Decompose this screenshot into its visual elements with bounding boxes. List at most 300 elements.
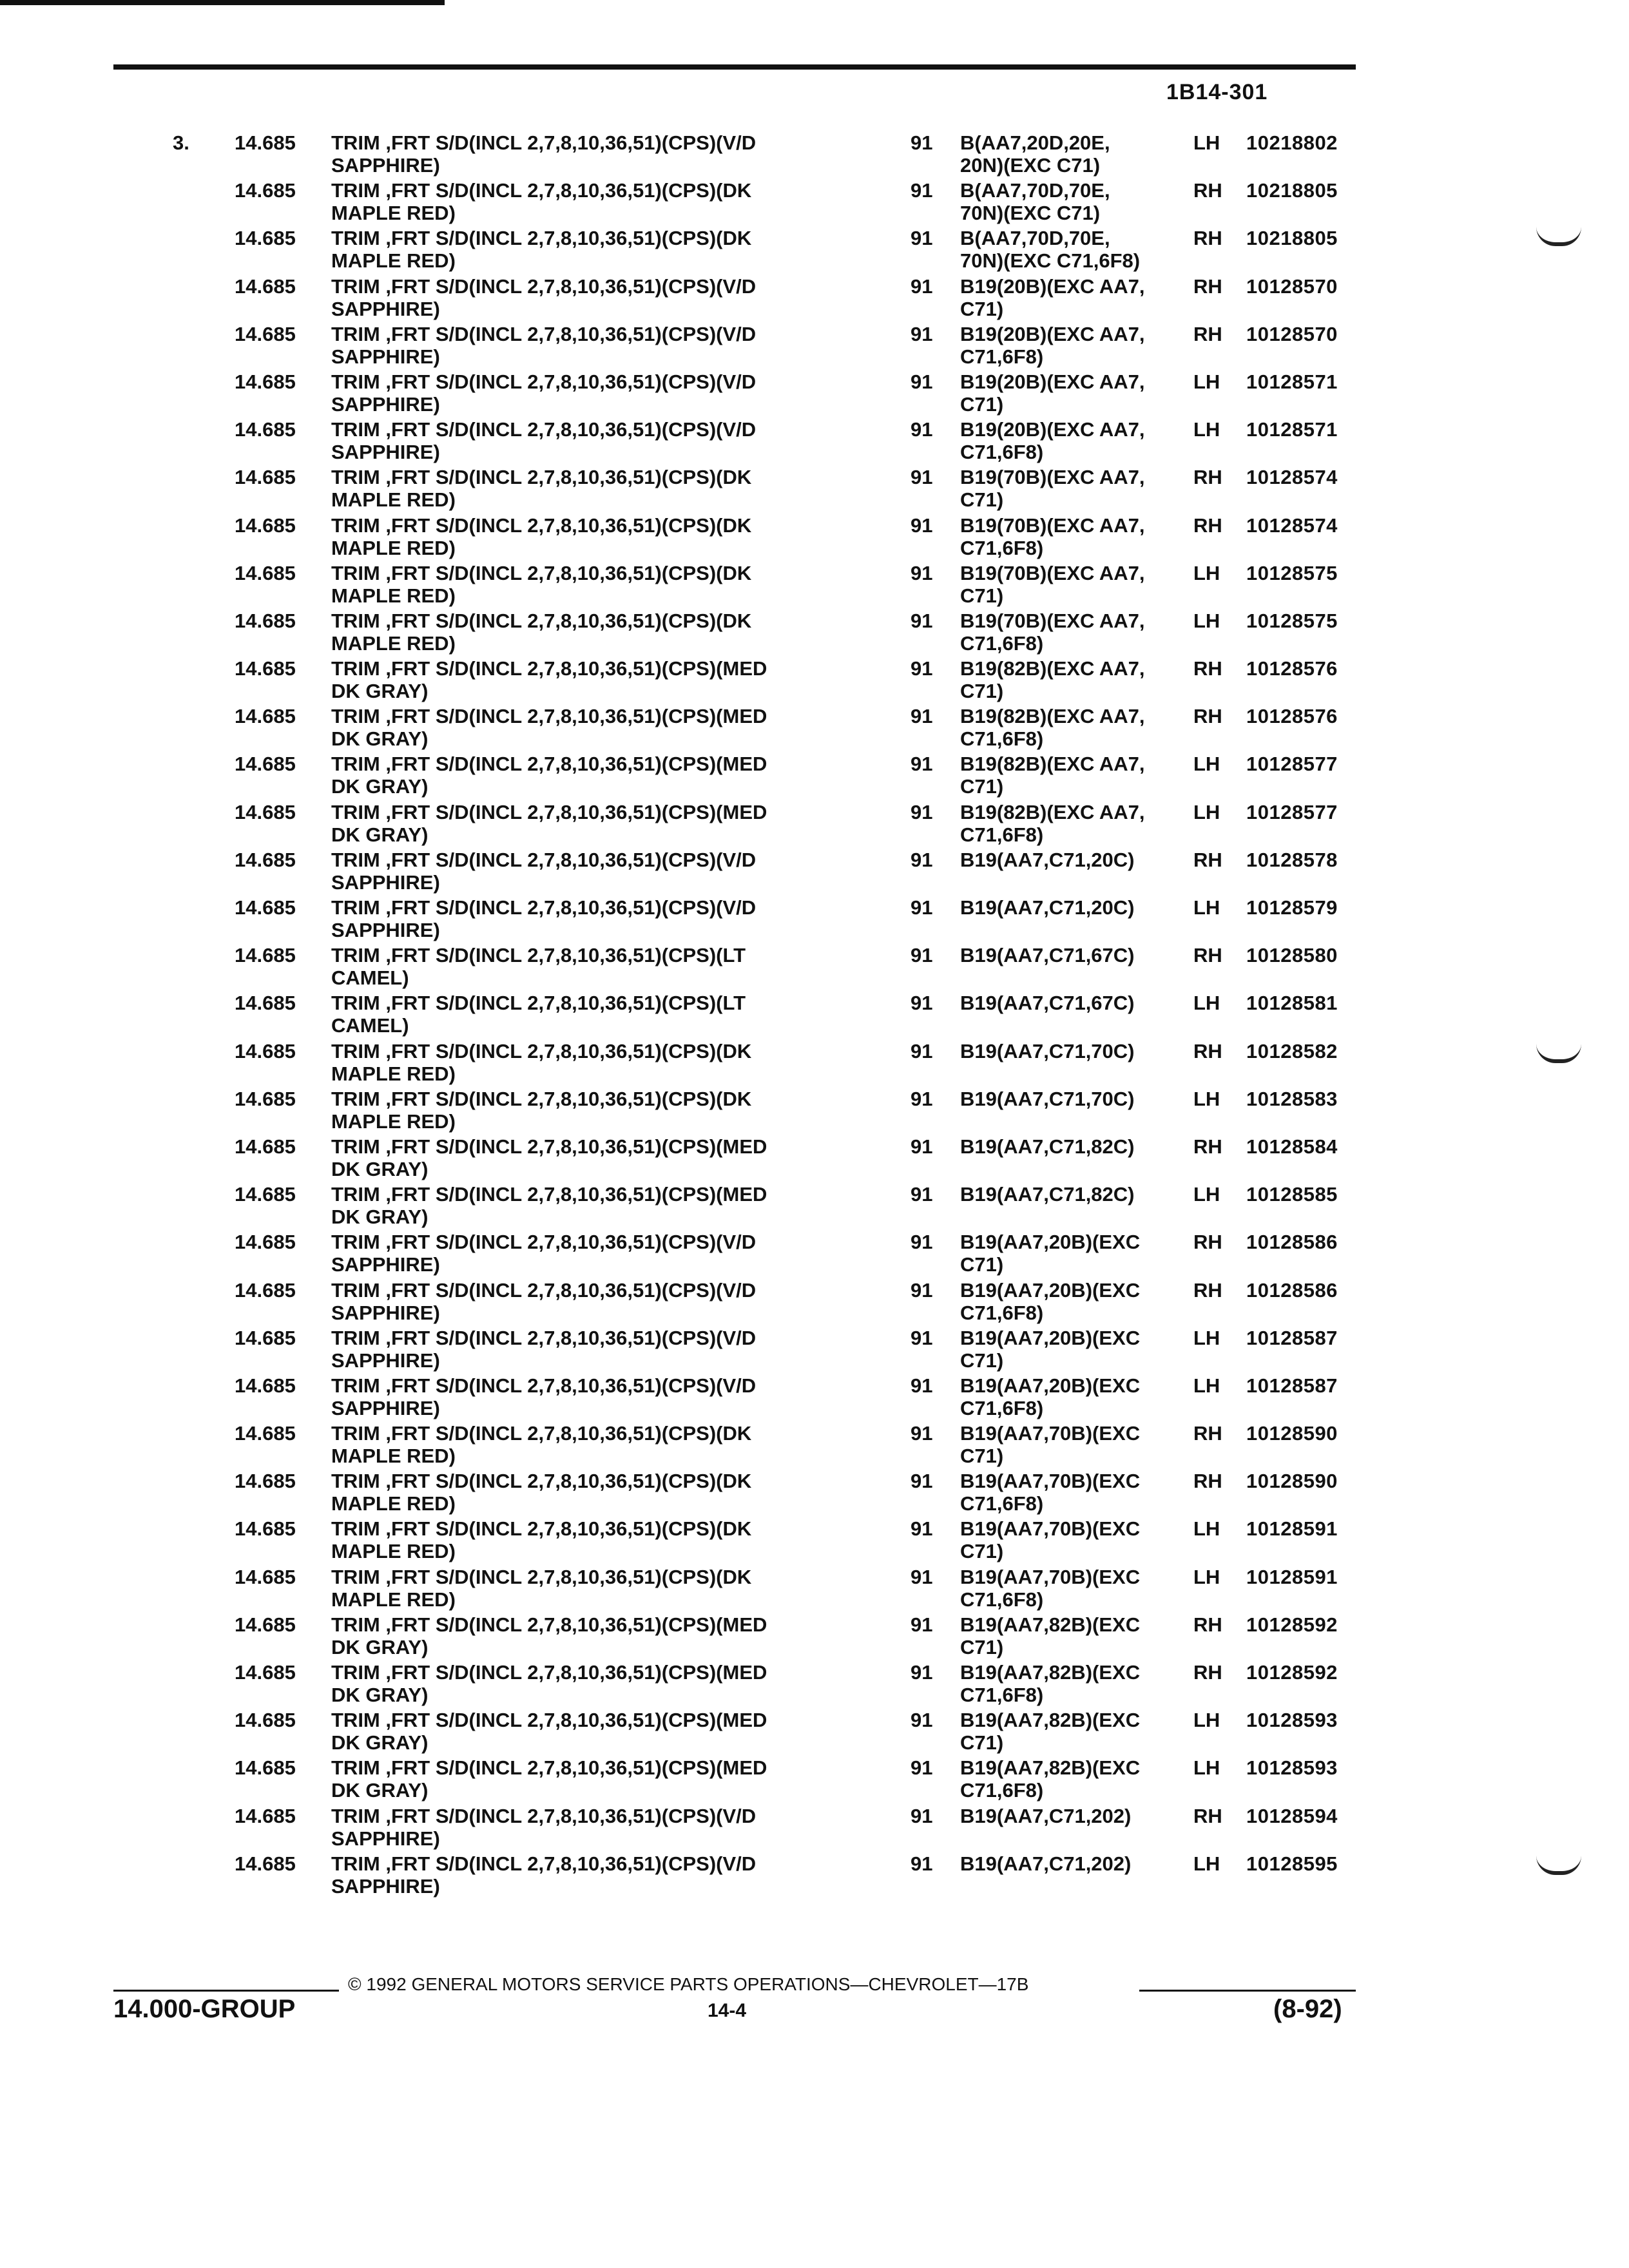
entry-side: LH [1193, 753, 1220, 776]
entry-description-line: SAPPHIRE) [331, 345, 440, 368]
entry-description-line: DK GRAY) [331, 823, 429, 846]
table-row [0, 418, 1629, 466]
entry-model-line: B19(AA7,C71,82C) [960, 1183, 1135, 1206]
entry-description-line: MAPLE RED) [331, 1540, 456, 1563]
entry-description-line: TRIM ,FRT S/D(INCL 2,7,8,10,36,51)(CPS)(MED [331, 800, 767, 823]
entry-side: LH [1193, 418, 1220, 441]
entry-description-line: TRIM ,FRT S/D(INCL 2,7,8,10,36,51)(CPS)(DK [331, 1517, 752, 1541]
entry-description-line: MAPLE RED) [331, 1588, 456, 1611]
entry-part-number: 10128595 [1246, 1852, 1338, 1875]
entry-model-line: C71) [960, 392, 1004, 416]
entry-model-line: B19(AA7,20B)(EXC [960, 1231, 1141, 1254]
entry-description-line: TRIM ,FRT S/D(INCL 2,7,8,10,36,51)(CPS)(DK [331, 514, 752, 537]
entry-model-line: B19(82B)(EXC AA7, [960, 800, 1145, 823]
entry-group-number: 14.685 [235, 1422, 296, 1445]
entry-model [960, 1088, 1135, 1110]
entry-description [331, 1661, 767, 1706]
table-row [0, 466, 1629, 514]
entry-part-number: 10128575 [1246, 561, 1338, 584]
entry-description [331, 1279, 756, 1324]
entry-model [960, 1183, 1135, 1206]
entry-description-line: TRIM ,FRT S/D(INCL 2,7,8,10,36,51)(CPS)(MED [331, 1709, 767, 1732]
entry-description-line: DK GRAY) [331, 1635, 429, 1658]
entry-part-number: 10128578 [1246, 848, 1338, 871]
entry-model [960, 1756, 1140, 1802]
entry-description-line: MAPLE RED) [331, 1062, 456, 1085]
entry-description-line: TRIM ,FRT S/D(INCL 2,7,8,10,36,51)(CPS)(MED [331, 753, 767, 776]
entry-group-number: 14.685 [235, 1135, 296, 1158]
entry-description-line: TRIM ,FRT S/D(INCL 2,7,8,10,36,51)(CPS)(MED [331, 657, 767, 680]
entry-description-line: SAPPHIRE) [331, 1874, 440, 1898]
entry-description [331, 131, 756, 177]
entry-part-number: 10128575 [1246, 609, 1338, 632]
entry-description [331, 1470, 751, 1515]
entry-year: 91 [911, 1374, 933, 1397]
entry-description [331, 562, 751, 607]
entry-side: LH [1193, 1852, 1220, 1875]
entry-model-line: C71) [960, 1731, 1004, 1754]
entry-group-number: 14.685 [235, 896, 296, 919]
entry-part-number: 10128584 [1246, 1135, 1338, 1158]
entry-model-line: C71,6F8) [960, 441, 1044, 464]
entry-side: LH [1193, 1756, 1220, 1780]
entry-model-line: C71,6F8) [960, 1684, 1044, 1706]
page-code: 1B14-301 [1166, 80, 1268, 104]
entry-year: 91 [911, 800, 933, 823]
entry-model [960, 1374, 1140, 1419]
entry-year: 91 [911, 561, 933, 584]
entry-description-line: SAPPHIRE) [331, 392, 440, 416]
entry-year: 91 [911, 1852, 933, 1875]
entry-description [331, 514, 751, 559]
entry-group-number: 14.685 [235, 1470, 296, 1493]
entry-year: 91 [911, 1756, 933, 1780]
entry-year: 91 [911, 992, 933, 1015]
entry-model-line: C71,6F8) [960, 823, 1044, 846]
entry-part-number: 10128585 [1246, 1183, 1338, 1206]
entry-description-line: DK GRAY) [331, 1684, 429, 1706]
table-row [0, 657, 1629, 705]
entry-description [331, 1517, 751, 1562]
entry-description [331, 323, 756, 368]
entry-part-number: 10128570 [1246, 274, 1338, 298]
entry-model-line: B19(AA7,70B)(EXC [960, 1470, 1141, 1493]
entry-description-line: TRIM ,FRT S/D(INCL 2,7,8,10,36,51)(CPS)(LT [331, 944, 746, 967]
entry-model-line: B19(70B)(EXC AA7, [960, 609, 1145, 632]
entry-description [331, 1613, 767, 1658]
entry-group-number: 14.685 [235, 322, 296, 345]
entry-description-line: MAPLE RED) [331, 536, 456, 559]
entry-model [960, 610, 1145, 655]
entry-description-line: DK GRAY) [331, 1779, 429, 1802]
entry-model-line: B19(AA7,82B)(EXC [960, 1756, 1141, 1780]
entry-group-number: 14.685 [235, 1661, 296, 1684]
entry-description-line: TRIM ,FRT S/D(INCL 2,7,8,10,36,51)(CPS)(DK [331, 1039, 752, 1062]
entry-year: 91 [911, 848, 933, 871]
entry-part-number: 10128583 [1246, 1087, 1338, 1110]
table-row [0, 1661, 1629, 1709]
table-row [0, 1852, 1629, 1900]
entry-part-number: 10128571 [1246, 370, 1338, 393]
footer-rule-left [113, 1990, 339, 1992]
table-row [0, 1709, 1629, 1756]
entry-group-number: 14.685 [235, 800, 296, 823]
footer-rule-right [1139, 1990, 1356, 1992]
entry-model [960, 227, 1140, 272]
entry-description-line: TRIM ,FRT S/D(INCL 2,7,8,10,36,51)(CPS)(V/D [331, 418, 757, 441]
entry-group-number: 14.685 [235, 1852, 296, 1875]
entry-group-number: 14.685 [235, 1374, 296, 1397]
entry-group-number: 14.685 [235, 1517, 296, 1541]
entry-part-number: 10128576 [1246, 657, 1338, 680]
entry-description-line: TRIM ,FRT S/D(INCL 2,7,8,10,36,51)(CPS)(DK [331, 1087, 752, 1110]
entry-part-number: 10128571 [1246, 418, 1338, 441]
table-row [0, 610, 1629, 657]
entry-model [960, 1040, 1135, 1062]
entry-group-number: 14.685 [235, 1326, 296, 1349]
table-row [0, 896, 1629, 944]
entry-group-number: 14.685 [235, 274, 296, 298]
entry-year: 91 [911, 1613, 933, 1636]
entry-model-line: B(AA7,70D,70E, [960, 227, 1110, 250]
table-row [0, 753, 1629, 800]
entry-model [960, 1470, 1140, 1515]
entry-description [331, 1852, 756, 1898]
entry-model [960, 705, 1145, 750]
table-row [0, 801, 1629, 849]
entry-description-line: TRIM ,FRT S/D(INCL 2,7,8,10,36,51)(CPS)(V/D [331, 370, 757, 393]
entry-description [331, 227, 751, 272]
entry-side: LH [1193, 800, 1220, 823]
entry-item-number: 3. [173, 131, 189, 154]
entry-model [960, 657, 1145, 702]
entry-description-line: DK GRAY) [331, 1157, 429, 1180]
entry-side: LH [1193, 896, 1220, 919]
entry-group-number: 14.685 [235, 1613, 296, 1636]
entry-part-number: 10128593 [1246, 1756, 1338, 1780]
entry-model-line: B19(20B)(EXC AA7, [960, 370, 1145, 393]
entry-model-line: C71,6F8) [960, 1301, 1044, 1324]
table-row [0, 1183, 1629, 1231]
entry-description [331, 1183, 767, 1228]
table-row [0, 131, 1629, 179]
entry-year: 91 [911, 1565, 933, 1588]
page-number: 14-4 [708, 2000, 747, 2021]
entry-model [960, 896, 1135, 919]
entry-description-line: TRIM ,FRT S/D(INCL 2,7,8,10,36,51)(CPS)(V/D [331, 848, 757, 871]
entry-description-line: TRIM ,FRT S/D(INCL 2,7,8,10,36,51)(CPS)(DK [331, 466, 752, 489]
entry-model-line: B19(AA7,70B)(EXC [960, 1565, 1141, 1588]
entry-side: LH [1193, 1374, 1220, 1397]
table-row [0, 323, 1629, 370]
entry-model-line: B19(AA7,82B)(EXC [960, 1709, 1141, 1732]
entry-model [960, 514, 1145, 559]
entry-part-number: 10128592 [1246, 1661, 1338, 1684]
entry-side: RH [1193, 1135, 1222, 1158]
entry-description-line: SAPPHIRE) [331, 1396, 440, 1419]
entry-description [331, 610, 751, 655]
entry-model-line: B19(82B)(EXC AA7, [960, 705, 1145, 728]
entry-year: 91 [911, 179, 933, 202]
entry-year: 91 [911, 1517, 933, 1541]
entry-description-line: SAPPHIRE) [331, 441, 440, 464]
entry-model [960, 753, 1145, 798]
table-row [0, 1088, 1629, 1135]
entry-model-line: B19(AA7,C71,20C) [960, 896, 1135, 919]
entry-model-line: B19(AA7,C71,67C) [960, 992, 1135, 1015]
table-row [0, 1231, 1629, 1278]
entry-model [960, 1279, 1140, 1324]
entry-model [960, 1661, 1140, 1706]
entry-side: LH [1193, 131, 1220, 154]
table-row [0, 1613, 1629, 1661]
entry-side: LH [1193, 1087, 1220, 1110]
entry-description-line: MAPLE RED) [331, 1492, 456, 1515]
entry-side: LH [1193, 1326, 1220, 1349]
entry-description-line: TRIM ,FRT S/D(INCL 2,7,8,10,36,51)(CPS)(DK [331, 561, 752, 584]
entry-model-line: 20N)(EXC C71) [960, 154, 1101, 177]
entry-year: 91 [911, 1422, 933, 1445]
table-row [0, 1470, 1629, 1517]
entry-description [331, 753, 767, 798]
entry-description-line: SAPPHIRE) [331, 1827, 440, 1850]
entry-description-line: TRIM ,FRT S/D(INCL 2,7,8,10,36,51)(CPS)(V/D [331, 1326, 757, 1349]
entry-description [331, 1805, 756, 1850]
entry-part-number: 10128591 [1246, 1517, 1338, 1541]
header-rule [113, 64, 1356, 70]
entry-description [331, 370, 756, 416]
entry-model [960, 418, 1145, 463]
table-row [0, 1517, 1629, 1565]
entry-part-number: 10128591 [1246, 1565, 1338, 1588]
table-row [0, 1756, 1629, 1804]
entry-model-line: C71) [960, 680, 1004, 703]
entry-description-line: TRIM ,FRT S/D(INCL 2,7,8,10,36,51)(CPS)(V/D [331, 896, 757, 919]
entry-group-number: 14.685 [235, 705, 296, 728]
entry-side: RH [1193, 274, 1222, 298]
entry-description-line: SAPPHIRE) [331, 297, 440, 320]
entry-group-number: 14.685 [235, 609, 296, 632]
entry-model [960, 1852, 1131, 1875]
entry-side: RH [1193, 514, 1222, 537]
entry-part-number: 10128579 [1246, 896, 1338, 919]
entry-year: 91 [911, 514, 933, 537]
entry-model-line: B19(70B)(EXC AA7, [960, 466, 1145, 489]
entry-description-line: MAPLE RED) [331, 488, 456, 512]
entry-group-number: 14.685 [235, 1278, 296, 1302]
entry-model-line: B19(AA7,C71,202) [960, 1804, 1132, 1827]
entry-part-number: 10218805 [1246, 179, 1338, 202]
entry-side: RH [1193, 1039, 1222, 1062]
entry-description-line: TRIM ,FRT S/D(INCL 2,7,8,10,36,51)(CPS)(DK [331, 1470, 752, 1493]
entry-side: RH [1193, 944, 1222, 967]
entry-year: 91 [911, 227, 933, 250]
entry-description-line: SAPPHIRE) [331, 1253, 440, 1276]
entry-side: RH [1193, 848, 1222, 871]
entry-group-number: 14.685 [235, 1804, 296, 1827]
table-row [0, 1566, 1629, 1613]
entry-model-line: B19(AA7,C71,82C) [960, 1135, 1135, 1158]
entry-description-line: TRIM ,FRT S/D(INCL 2,7,8,10,36,51)(CPS)(DK [331, 179, 752, 202]
entry-part-number: 10128587 [1246, 1326, 1338, 1349]
entry-model-line: B(AA7,70D,70E, [960, 179, 1110, 202]
entry-model [960, 992, 1135, 1014]
entry-description [331, 657, 767, 702]
entry-description-line: CAMEL) [331, 1014, 409, 1037]
entry-description-line: MAPLE RED) [331, 584, 456, 607]
entry-model-line: C71) [960, 297, 1004, 320]
entry-model-line: B19(AA7,C71,20C) [960, 848, 1135, 871]
entry-side: RH [1193, 657, 1222, 680]
entry-group-number: 14.685 [235, 466, 296, 489]
entry-description-line: MAPLE RED) [331, 1445, 456, 1468]
table-row [0, 705, 1629, 753]
entry-group-number: 14.685 [235, 992, 296, 1015]
entry-model-line: C71) [960, 1349, 1004, 1372]
entry-model-line: C71) [960, 1253, 1004, 1276]
entry-model-line: C71,6F8) [960, 536, 1044, 559]
table-row [0, 1327, 1629, 1374]
entry-description [331, 1374, 756, 1419]
entry-part-number: 10128582 [1246, 1039, 1338, 1062]
entry-model-line: C71,6F8) [960, 1779, 1044, 1802]
table-row [0, 992, 1629, 1039]
entry-group-number: 14.685 [235, 1756, 296, 1780]
entry-description [331, 418, 756, 463]
entry-model [960, 1613, 1140, 1658]
entry-model [960, 323, 1145, 368]
entry-model-line: B19(20B)(EXC AA7, [960, 418, 1145, 441]
entry-model [960, 944, 1135, 966]
entry-part-number: 10128593 [1246, 1709, 1338, 1732]
entry-side: RH [1193, 1613, 1222, 1636]
entry-model [960, 275, 1145, 320]
entry-year: 91 [911, 705, 933, 728]
entry-year: 91 [911, 896, 933, 919]
entry-side: RH [1193, 322, 1222, 345]
entry-year: 91 [911, 370, 933, 393]
table-row [0, 275, 1629, 323]
entry-group-number: 14.685 [235, 753, 296, 776]
entry-model-line: C71,6F8) [960, 1396, 1044, 1419]
entry-side: RH [1193, 227, 1222, 250]
entry-group-number: 14.685 [235, 418, 296, 441]
entry-model [960, 1566, 1140, 1611]
entry-description-line: TRIM ,FRT S/D(INCL 2,7,8,10,36,51)(CPS)(V/D [331, 1804, 757, 1827]
entry-description-line: TRIM ,FRT S/D(INCL 2,7,8,10,36,51)(CPS)(MED [331, 1613, 767, 1636]
group-label: 14.000-GROUP [113, 1995, 296, 2023]
entry-description [331, 944, 746, 989]
entry-year: 91 [911, 1183, 933, 1206]
date-code: (8-92) [1273, 1995, 1342, 2023]
entry-side: LH [1193, 992, 1220, 1015]
entry-description-line: DK GRAY) [331, 1731, 429, 1754]
entry-side: LH [1193, 1709, 1220, 1732]
entry-description-line: TRIM ,FRT S/D(INCL 2,7,8,10,36,51)(CPS)(MED [331, 1661, 767, 1684]
entry-model [960, 466, 1145, 511]
entry-part-number: 10218805 [1246, 227, 1338, 250]
table-row [0, 849, 1629, 896]
entry-model-line: C71,6F8) [960, 727, 1044, 751]
entry-side: RH [1193, 1661, 1222, 1684]
entry-year: 91 [911, 1039, 933, 1062]
entry-year: 91 [911, 944, 933, 967]
table-row [0, 1040, 1629, 1088]
entry-model [960, 562, 1145, 607]
entry-part-number: 10128586 [1246, 1231, 1338, 1254]
entry-year: 91 [911, 1135, 933, 1158]
entry-group-number: 14.685 [235, 561, 296, 584]
entry-description-line: DK GRAY) [331, 775, 429, 798]
entry-model-line: B19(AA7,70B)(EXC [960, 1517, 1141, 1541]
entry-model [960, 1709, 1140, 1754]
entry-year: 91 [911, 609, 933, 632]
entry-model-line: B19(AA7,70B)(EXC [960, 1422, 1141, 1445]
entry-description [331, 1327, 756, 1372]
entry-description-line: TRIM ,FRT S/D(INCL 2,7,8,10,36,51)(CPS)(V/D [331, 322, 757, 345]
table-row [0, 1374, 1629, 1422]
entry-model-line: C71) [960, 488, 1004, 512]
entry-description [331, 1135, 767, 1180]
entry-model [960, 849, 1135, 871]
table-row [0, 944, 1629, 992]
entry-year: 91 [911, 1661, 933, 1684]
entry-part-number: 10128580 [1246, 944, 1338, 967]
entry-year: 91 [911, 1278, 933, 1302]
copyright-line: © 1992 GENERAL MOTORS SERVICE PARTS OPERATIONS—CHEVROLET—17B [348, 1974, 1029, 1994]
entry-year: 91 [911, 418, 933, 441]
entry-side: LH [1193, 370, 1220, 393]
entry-description-line: SAPPHIRE) [331, 870, 440, 894]
table-row [0, 370, 1629, 418]
entry-part-number: 10128594 [1246, 1804, 1338, 1827]
entry-description-line: SAPPHIRE) [331, 1349, 440, 1372]
entry-model-line: C71) [960, 775, 1004, 798]
entry-group-number: 14.685 [235, 1231, 296, 1254]
entry-model-line: C71) [960, 584, 1004, 607]
entry-description [331, 1422, 751, 1467]
entry-part-number: 10128574 [1246, 466, 1338, 489]
entry-side: LH [1193, 1517, 1220, 1541]
entry-description [331, 992, 746, 1037]
entry-year: 91 [911, 1804, 933, 1827]
table-row [0, 179, 1629, 227]
entry-model-line: B19(AA7,82B)(EXC [960, 1613, 1141, 1636]
entry-part-number: 10128570 [1246, 322, 1338, 345]
entry-model-line: B19(70B)(EXC AA7, [960, 514, 1145, 537]
entry-part-number: 10128586 [1246, 1278, 1338, 1302]
entry-group-number: 14.685 [235, 1183, 296, 1206]
entry-year: 91 [911, 322, 933, 345]
entry-description-line: TRIM ,FRT S/D(INCL 2,7,8,10,36,51)(CPS)(DK [331, 1565, 752, 1588]
entry-model [960, 179, 1110, 224]
entry-model [960, 131, 1110, 177]
entry-description [331, 1040, 751, 1085]
entry-year: 91 [911, 1326, 933, 1349]
entry-year: 91 [911, 131, 933, 154]
entry-model [960, 370, 1145, 416]
entry-description [331, 849, 756, 894]
entry-description-line: DK GRAY) [331, 680, 429, 703]
entry-model [960, 1422, 1140, 1467]
entry-side: RH [1193, 1231, 1222, 1254]
entry-description-line: TRIM ,FRT S/D(INCL 2,7,8,10,36,51)(CPS)(DK [331, 1422, 752, 1445]
entry-description [331, 466, 751, 511]
entry-year: 91 [911, 753, 933, 776]
entry-description [331, 275, 756, 320]
entry-description-line: SAPPHIRE) [331, 919, 440, 941]
parts-list [0, 131, 1629, 1900]
